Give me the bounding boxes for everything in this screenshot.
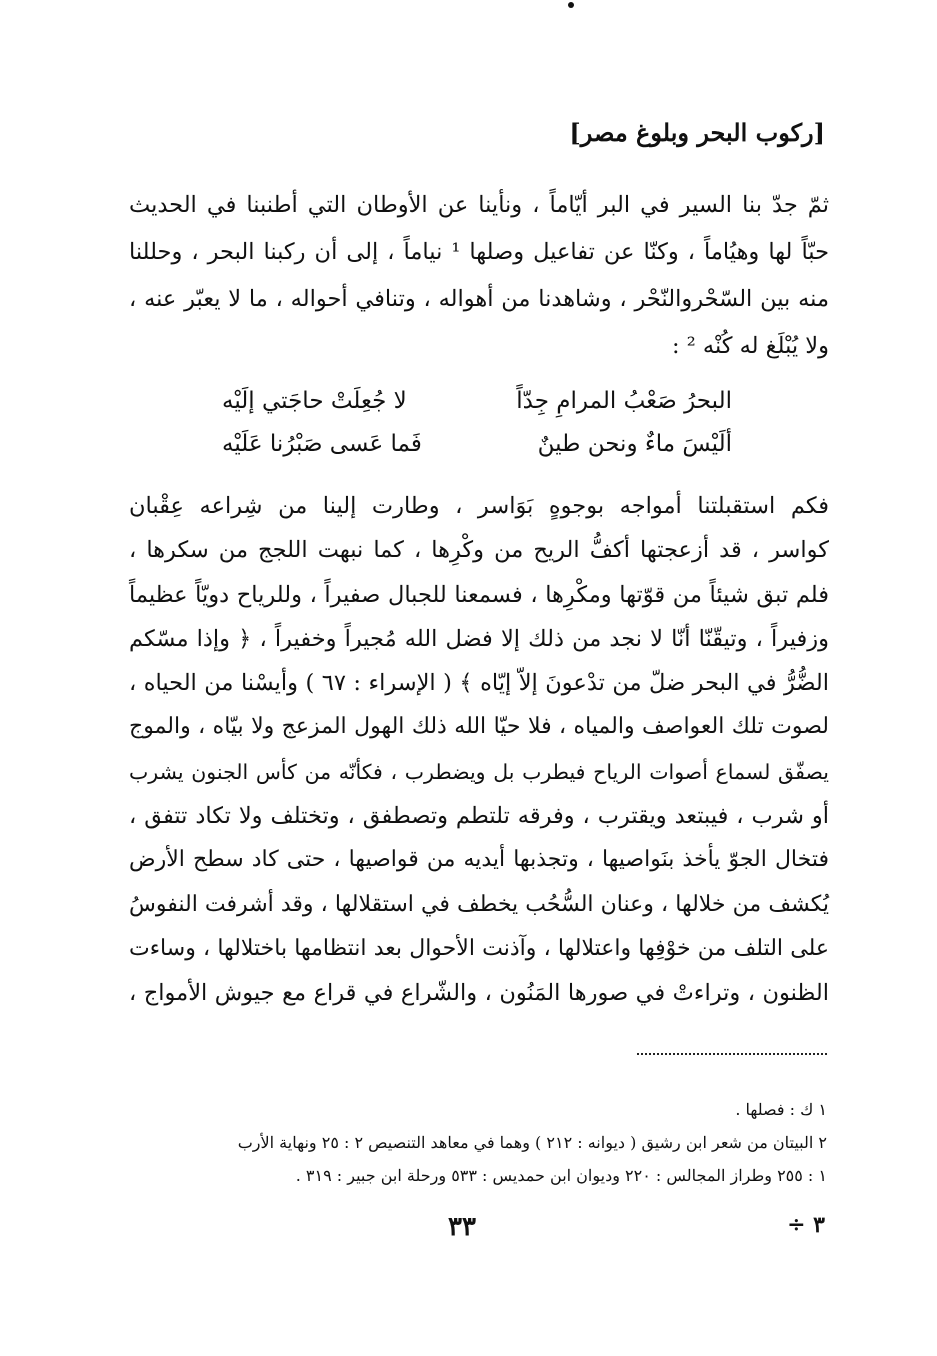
verse-second-hemistich: فَما عَسى صَبْرُنا عَلَيْه	[222, 431, 422, 457]
text-line: يصفّق لسماع أصوات الرياح فيطرب بل ويضطرب ، فكأنّه من كأس الجنون يشرب	[129, 759, 829, 784]
poem-verses	[222, 380, 732, 466]
text-line: الظنون ، وتراءتْ في صورها المَنُون ، والشّراع في قراع مع جيوش الأمواج ،	[129, 980, 829, 1007]
verse-first-hemistich: البحرُ صَعْبُ المرامِ جِدّاً	[516, 388, 732, 414]
poem-verse	[222, 380, 732, 423]
text-line: منه بين السّحْروالنّحْر ، وشاهدنا من أهواله ، وتنافي أحواله ، ما لا يعبّر عنه ،	[129, 286, 829, 312]
footnote-line: ٢ البيتان من شعر ابن رشيق ( ديوانه : ٢١٢ ) وهما في معاهد التنصيص ٢ : ٢٥ ونهاية الأرب	[237, 1133, 827, 1152]
text-line: ثمّ جدّ بنا السير في البر أيّاماً ، ونأينا عن الأوطان التي أطنبنا في الحديث	[129, 192, 829, 218]
text-line: الضُّرُّ في البحر ضلّ من تدْعونَ إلاّ إيّاه ﴾ ( الإسراء : ٦٧ ) وأيسْنا من الحياه ،	[129, 670, 830, 697]
text-line: على التلف من خوْفِها واعتلالها ، وآذنت الأحوال بعد انتظامها باختلالها ، وساءت	[129, 935, 829, 961]
text-line: حبّاً لها وهيُاماً ، وكنّا عن تفاعيل وصلها ¹ نياماً ، إلى أن ركبنا البحر ، وحللنا	[129, 239, 829, 265]
text-line: لصوت تلك العواصف والمياه ، فلا حيّا الله ذلك الهول المزعج ولا بيّاه ، والموج	[129, 714, 829, 740]
footnote-divider	[637, 1053, 827, 1055]
verse-second-hemistich: لا جُعِلَتْ حاجَتي إلَيْه	[222, 388, 407, 414]
text-line: فتخال الجوّ يأخذ بنَواصيها ، وتجذبها أيديه من قواصيها ، حتى كاد سطح الأرض	[129, 847, 829, 873]
text-line: كواسر ، قد أزعجتها أكفُّ الريح من وكْرِها ، كما نبهت اللجج من سكرها ،	[129, 537, 829, 564]
poem-verse	[222, 423, 732, 466]
text-line: فكم استقبلتنا أمواجه بوجوهٍ بَوَاسر ، وطارت إلينا من شِراعه عِقْبان	[129, 493, 829, 519]
footnote-line: ١ ك : فصلها .	[735, 1100, 827, 1119]
paragraph-two	[129, 484, 829, 1016]
text-line: يُكشف من خلالها ، وعنان السُّحُب يخطف في استقلالها ، وقد أشرفت النفوسُ	[129, 891, 829, 917]
footnote-line: ١ : ٢٥٥ وطراز المجالس : ٢٢٠ وديوان ابن حمديس : ٥٣٣ ورحلة ابن جبير : ٣١٩ .	[295, 1166, 827, 1185]
page-number: ٣٣	[448, 1212, 476, 1242]
footnotes	[127, 1093, 827, 1192]
signature-mark: ٣ ÷	[787, 1212, 825, 1238]
top-dot-mark	[568, 2, 574, 8]
text-line: ولا يُبْلَغ له كُنْه ² :	[671, 333, 829, 359]
section-heading: [ركوب البحر وبلوغ مصر]	[569, 118, 825, 147]
text-line: فلم تبق شيئاً من قوّتها ومكْرِها ، فسمعنا للجبال صفيراً ، وللرياح دويّاً عظيماً	[129, 581, 829, 608]
verse-first-hemistich: ألَيْسَ ماءٌ ونحن طينٌ	[537, 431, 732, 457]
text-line: وزفيراً ، وتيقّنّا أنّا لا نجد من ذلك إلا فضل الله مُجيراً وخفيراً ، ﴿ وإذا مسّكم	[129, 625, 829, 652]
text-line: أو شرب ، فيبتعد ويقترب ، وفرقه تلتطم وتصطفق ، وتختلف ولا تكاد تتفق ،	[129, 803, 829, 830]
paragraph-one	[129, 182, 829, 370]
